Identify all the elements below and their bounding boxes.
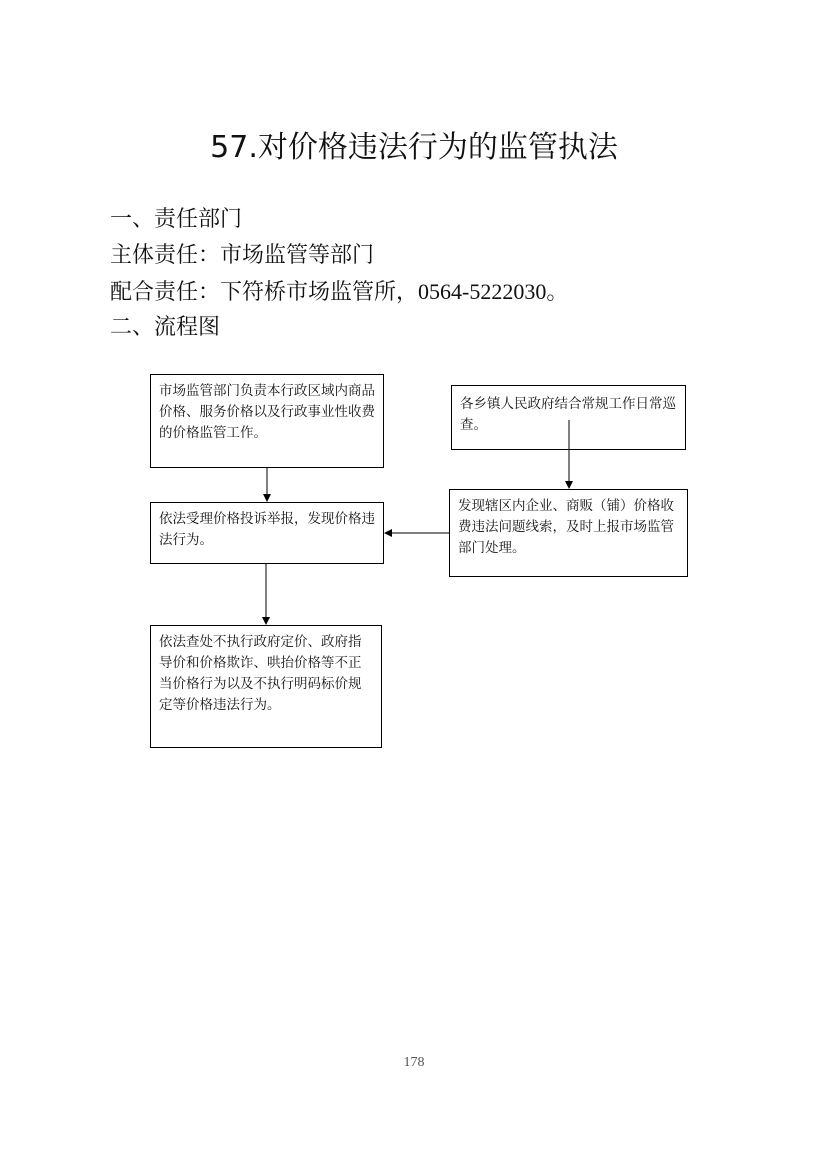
- flow-box-township-patrol: 各乡镇人民政府结合常规工作日常巡查。: [451, 385, 686, 450]
- cooperating-responsibility-line: [110, 277, 568, 308]
- section-heading-flowchart: 二、流程图: [110, 315, 221, 340]
- flow-box-accept-complaints: 依法受理价格投诉举报，发现价格违法行为。: [150, 502, 384, 564]
- cooperating-responsibility-label: 配合责任：: [110, 280, 221, 305]
- primary-responsibility-label: 主体责任：: [110, 243, 221, 268]
- page-number: 178: [403, 1055, 425, 1070]
- cooperating-phone: 0564-5222030: [418, 279, 547, 304]
- cooperating-end: 。: [546, 280, 569, 305]
- document-title: 57.对价格违法行为的监管执法: [210, 130, 618, 165]
- primary-responsibility-line: [110, 241, 374, 271]
- flow-box-investigate-violations: 依法查处不执行政府定价、政府指导价和价格欺诈、哄抬价格等不正当价格行为以及不执行明码标价规定等价格违法行为。: [150, 625, 382, 748]
- primary-responsibility-value: 市场监管等部门: [220, 243, 375, 268]
- flow-box-market-supervision-duty: 市场监管部门负责本行政区域内商品价格、服务价格以及行政事业性收费的价格监管工作。: [150, 374, 384, 468]
- section-heading-responsible-departments: 一、责任部门: [110, 207, 243, 232]
- cooperating-responsibility-value: 下符桥市场监管所，: [220, 280, 419, 305]
- flow-box-report-clues: 发现辖区内企业、商贩（铺）价格收费违法问题线索，及时上报市场监管部门处理。: [449, 489, 688, 577]
